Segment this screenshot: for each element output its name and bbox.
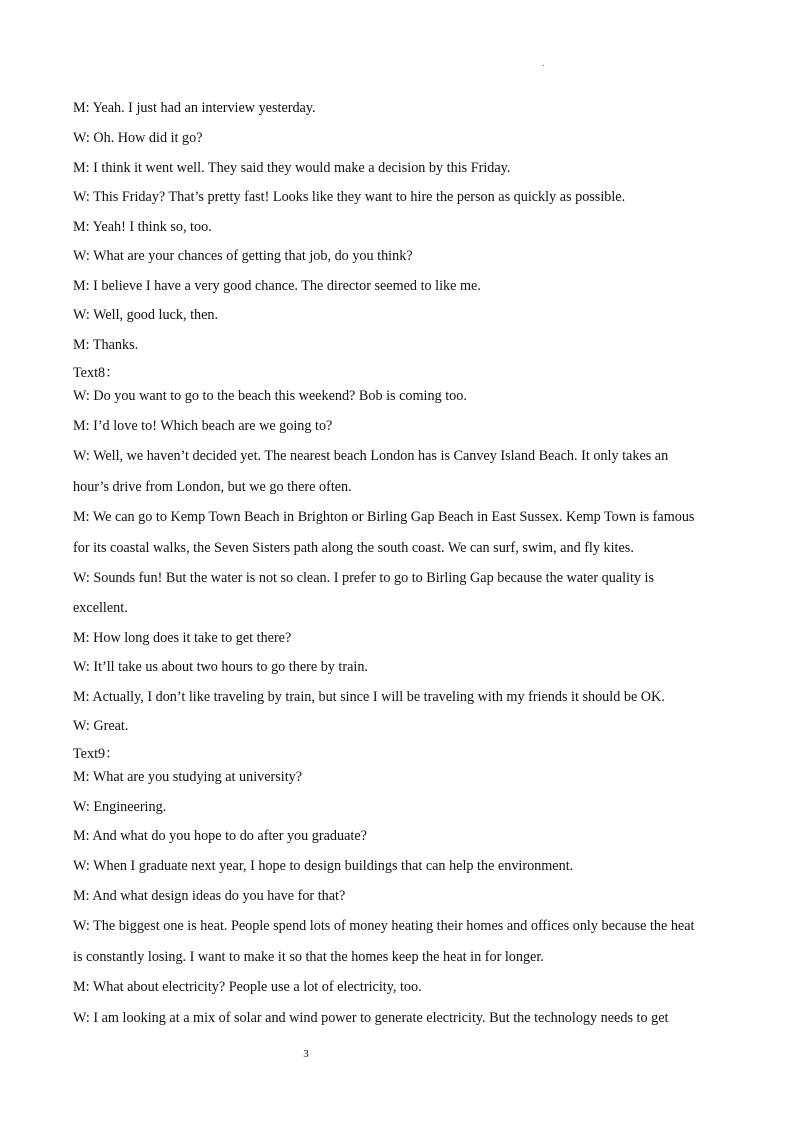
text-line: M: What about electricity? People use a lot of electricity, too.: [73, 979, 422, 995]
header-mark: .: [542, 58, 545, 69]
text-line: excellent.: [73, 600, 128, 616]
text-line: W: Well, good luck, then.: [73, 307, 219, 323]
text-line: W: This Friday? That’s pretty fast! Looks like they want to hire the person as quickly as possible.: [73, 189, 626, 205]
text-line: M: And what design ideas do you have for that?: [73, 888, 346, 904]
text-line: M: Actually, I don’t like traveling by train, but since I will be traveling with my friends it should be OK.: [73, 689, 665, 705]
text-line: M: Yeah. I just had an interview yesterday.: [73, 100, 316, 116]
text-line: W: The biggest one is heat. People spend lots of money heating their homes and offices only because the heat: [73, 918, 695, 934]
text-line: W: Great.: [73, 718, 129, 734]
section-heading: Text9：: [73, 746, 120, 762]
text-line: is constantly losing. I want to make it so that the homes keep the heat in for longer.: [73, 949, 544, 965]
text-line: M: How long does it take to get there?: [73, 630, 292, 646]
text-line: M: We can go to Kemp Town Beach in Brighton or Birling Gap Beach in East Sussex. Kemp Town is famous: [73, 509, 695, 525]
page-number: 3: [303, 1048, 309, 1060]
text-line: W: When I graduate next year, I hope to design buildings that can help the environment.: [73, 858, 574, 874]
text-line: hour’s drive from London, but we go there often.: [73, 479, 352, 495]
text-line: W: It’ll take us about two hours to go there by train.: [73, 659, 368, 675]
text-line: M: And what do you hope to do after you graduate?: [73, 828, 367, 844]
text-line: W: Well, we haven’t decided yet. The nearest beach London has is Canvey Island Beach. It only takes an: [73, 448, 669, 464]
text-line: W: Sounds fun! But the water is not so clean. I prefer to go to Birling Gap because the water quality is: [73, 570, 655, 586]
text-line: W: Do you want to go to the beach this weekend? Bob is coming too.: [73, 388, 467, 404]
text-line: M: I’d love to! Which beach are we going to?: [73, 418, 333, 434]
text-line: W: Engineering.: [73, 799, 167, 815]
text-line: M: I think it went well. They said they would make a decision by this Friday.: [73, 160, 511, 176]
text-line: W: What are your chances of getting that job, do you think?: [73, 248, 413, 264]
section-heading: Text8：: [73, 365, 120, 381]
text-line: M: Yeah! I think so, too.: [73, 219, 212, 235]
text-line: for its coastal walks, the Seven Sisters path along the south coast. We can surf, swim, and fly kites.: [73, 540, 634, 556]
text-line: M: Thanks.: [73, 337, 139, 353]
text-line: W: Oh. How did it go?: [73, 130, 203, 146]
text-line: W: I am looking at a mix of solar and wind power to generate electricity. But the technology needs to get: [73, 1010, 669, 1026]
text-line: M: I believe I have a very good chance. The director seemed to like me.: [73, 278, 481, 294]
text-line: M: What are you studying at university?: [73, 769, 303, 785]
